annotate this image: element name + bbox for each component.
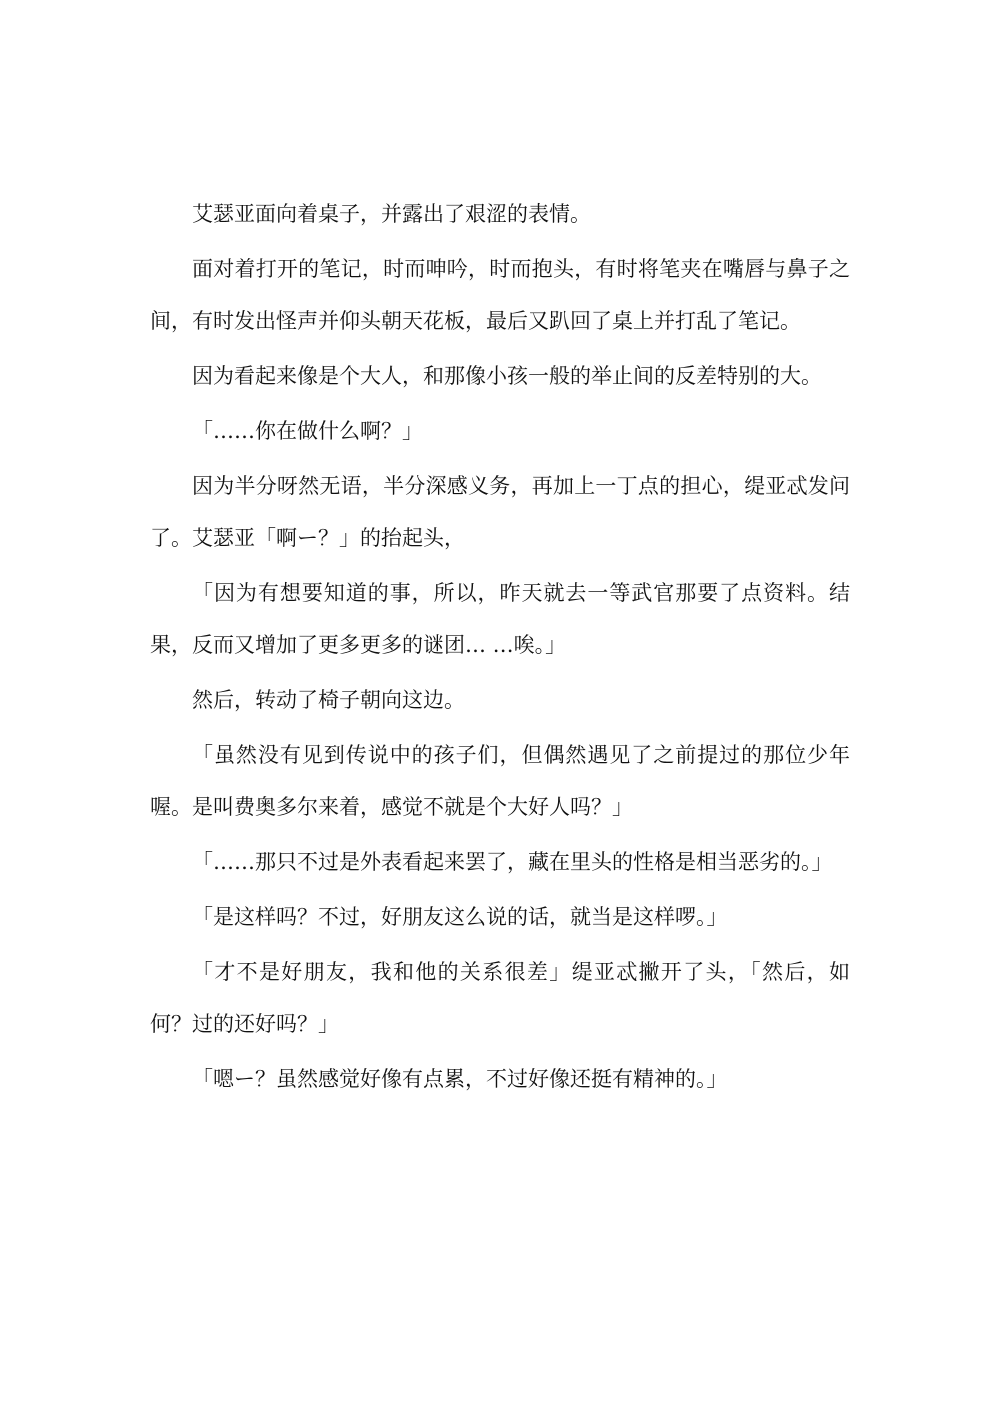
paragraph: 艾瑟亚面向着桌子，并露出了艰涩的表情。 <box>192 202 591 226</box>
paragraph: 「虽然没有见到传说中的孩子们，但偶然遇见了之前提过的那位少年喔。是叫费奥多尔来着，感觉不就是个大好人吗？」 <box>150 743 850 819</box>
paragraph: 「……你在做什么啊？」 <box>192 419 423 443</box>
paragraph: 因为看起来像是个大人，和那像小孩一般的举止间的反差特别的大。 <box>192 364 822 388</box>
paragraph: 「是这样吗？不过，好朋友这么说的话，就当是这样啰。」 <box>192 905 728 929</box>
paragraph: 因为半分呀然无语，半分深感义务，再加上一丁点的担心，缇亚忒发问了。艾瑟亚「啊ー？」的抬起头， <box>150 474 850 550</box>
paragraph: 「嗯ー？虽然感觉好像有点累，不过好像还挺有精神的。」 <box>192 1067 728 1091</box>
paragraph: 面对着打开的笔记，时而呻吟，时而抱头，有时将笔夹在嘴唇与鼻子之间，有时发出怪声并仰头朝天花板，最后又趴回了桌上并打乱了笔记。 <box>150 257 850 333</box>
paragraph: 「才不是好朋友，我和他的关系很差」缇亚忒撇开了头，「然后，如何？过的还好吗？」 <box>150 960 850 1036</box>
document-page <box>150 188 850 1108</box>
paragraph: 「因为有想要知道的事，所以，昨天就去一等武官那要了点资料。结果，反而又增加了更多更多的谜团… …唉。」 <box>150 581 850 657</box>
paragraph: 「……那只不过是外表看起来罢了，藏在里头的性格是相当恶劣的。」 <box>192 850 833 874</box>
paragraph: 然后，转动了椅子朝向这边。 <box>192 688 465 712</box>
